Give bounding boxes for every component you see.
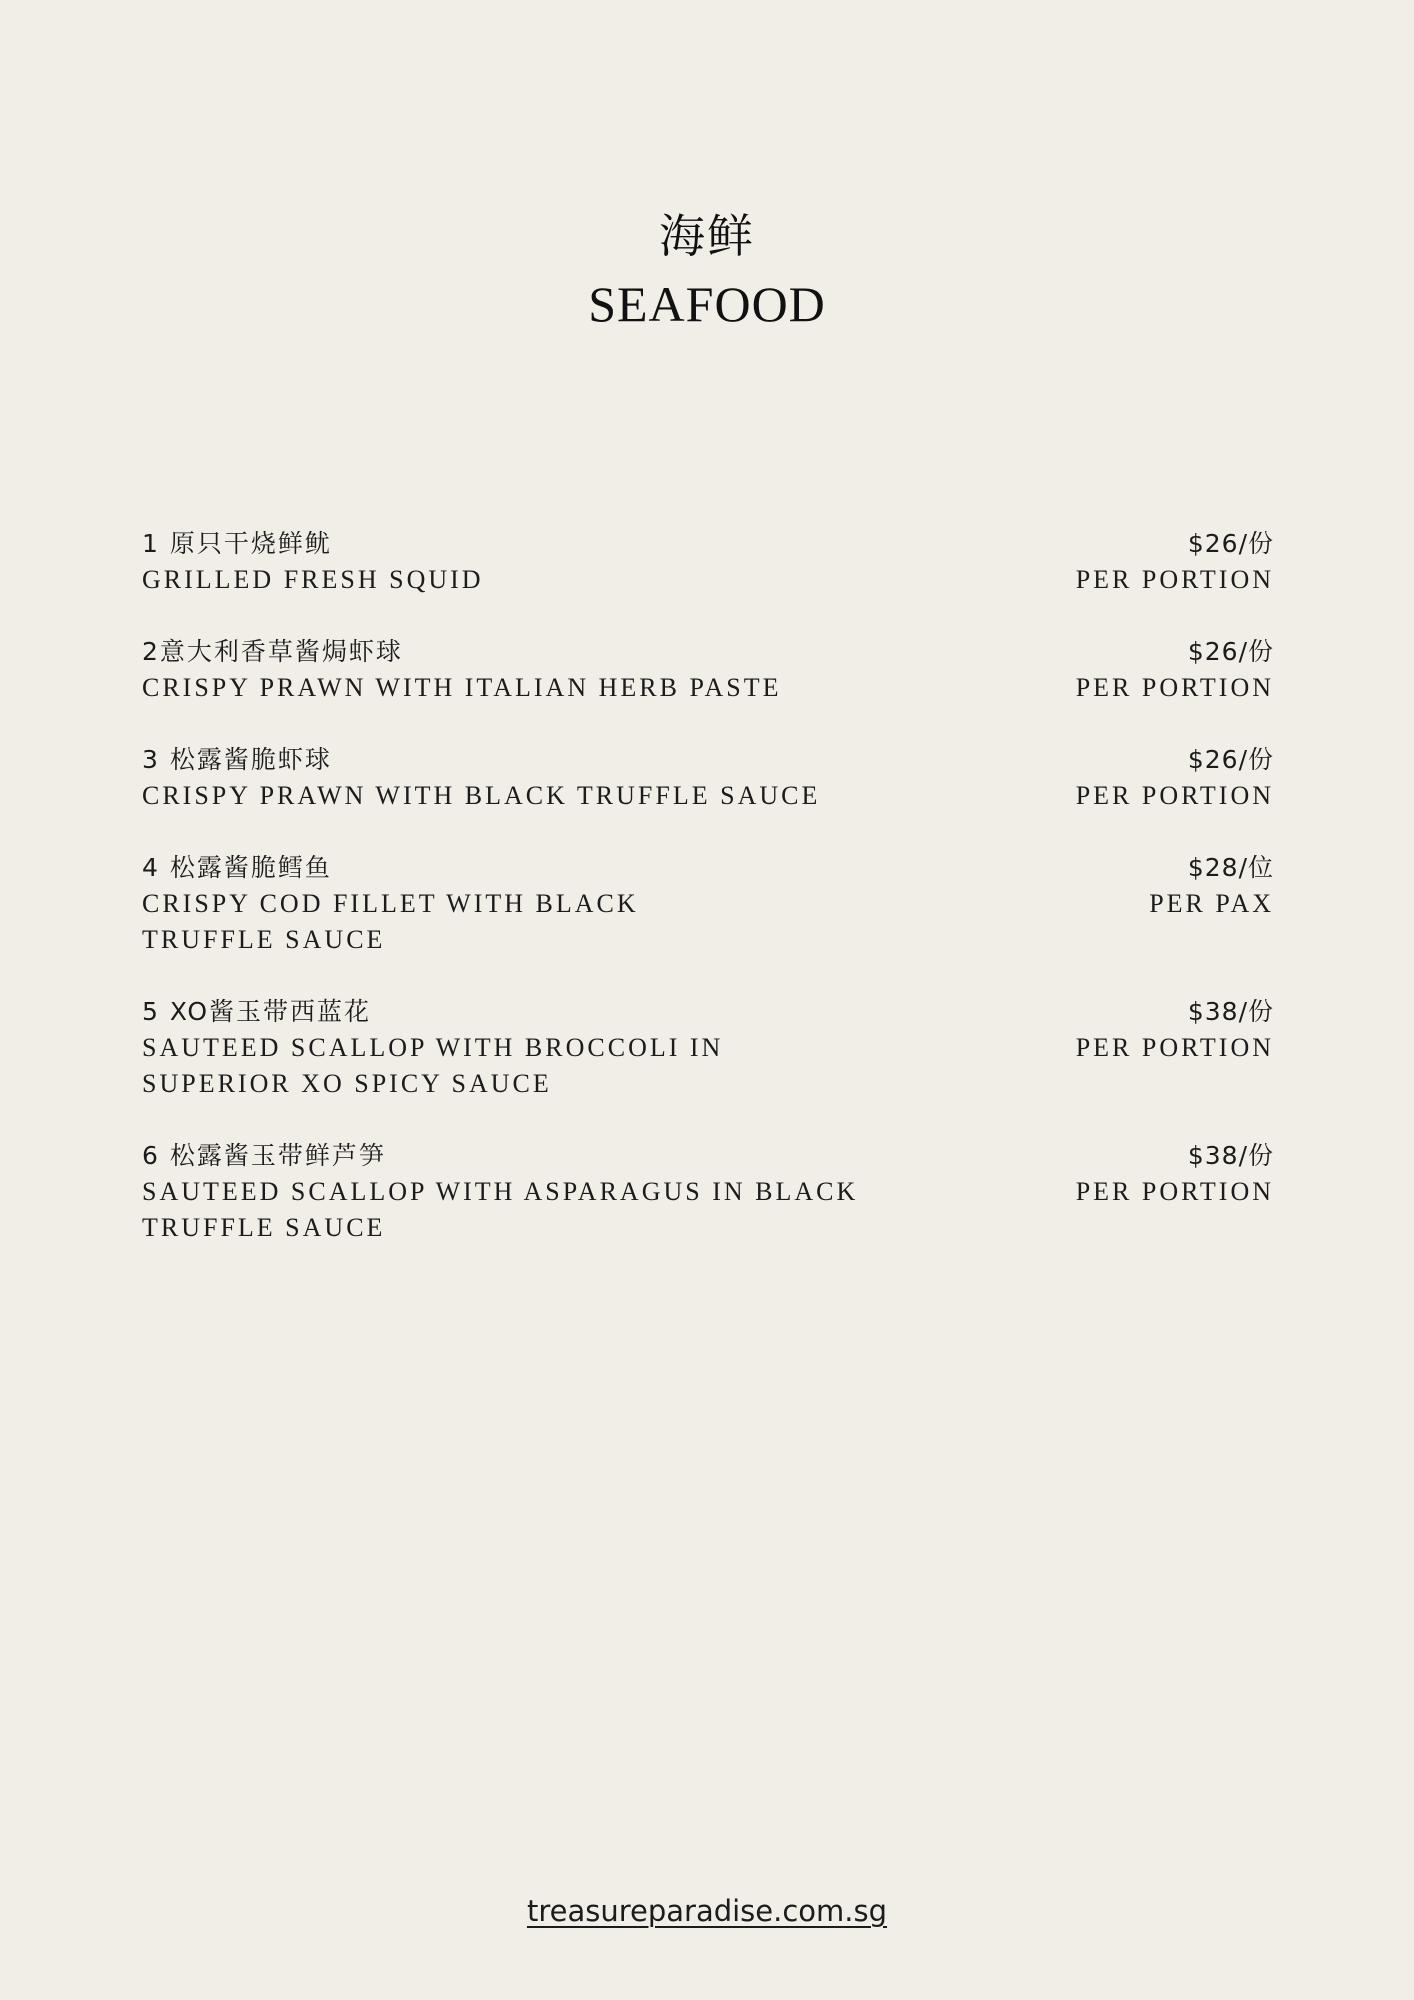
- menu-item-unit: PER PORTION: [1075, 1177, 1274, 1206]
- menu-item-name-chinese: 3 松露酱脆虾球: [142, 745, 332, 774]
- section-header: [0, 208, 1414, 334]
- menu-list: [142, 526, 1274, 1282]
- menu-item-name-english: CRISPY PRAWN WITH ITALIAN HERB PASTE: [142, 673, 782, 702]
- menu-item-pricing: [1076, 526, 1274, 598]
- menu-item-unit: PER PORTION: [1075, 565, 1274, 594]
- section-title-english: SEAFOOD: [588, 276, 826, 332]
- menu-item-names: [142, 634, 902, 706]
- menu-item-unit: PER PAX: [1149, 889, 1274, 918]
- menu-item: [142, 634, 1274, 706]
- menu-item-name-chinese: 1 原只干烧鲜鱿: [142, 529, 332, 558]
- menu-item: [142, 742, 1274, 814]
- menu-item: [142, 1138, 1274, 1246]
- menu-item: [142, 526, 1274, 598]
- menu-item-name-chinese: 6 松露酱玉带鲜芦笋: [142, 1141, 386, 1170]
- menu-item-name-english: SAUTEED SCALLOP WITH ASPARAGUS IN BLACK TRUFFLE SAUCE: [142, 1177, 859, 1242]
- menu-item-price: $26/份: [1187, 529, 1274, 558]
- menu-item-price: $28/位: [1187, 853, 1274, 882]
- menu-item-pricing: [1076, 634, 1274, 706]
- menu-item-pricing: [1149, 850, 1274, 922]
- menu-item-names: [142, 1138, 892, 1246]
- menu-item-name-english: CRISPY PRAWN WITH BLACK TRUFFLE SAUCE: [142, 781, 821, 810]
- menu-item-name-english: SAUTEED SCALLOP WITH BROCCOLI IN SUPERIOR XO SPICY SAUCE: [142, 1033, 724, 1098]
- menu-item-unit: PER PORTION: [1075, 781, 1274, 810]
- menu-item-pricing: [1076, 742, 1274, 814]
- menu-item-name-chinese: 2意大利香草酱焗虾球: [142, 637, 403, 666]
- menu-item-price: $26/份: [1187, 745, 1274, 774]
- footer: [0, 1894, 1414, 1928]
- menu-item-unit: PER PORTION: [1075, 1033, 1274, 1062]
- menu-item-names: [142, 850, 682, 958]
- menu-item-unit: PER PORTION: [1075, 673, 1274, 702]
- menu-item: [142, 994, 1274, 1102]
- menu-item-names: [142, 742, 902, 814]
- menu-item-pricing: [1076, 1138, 1274, 1210]
- menu-item-price: $38/份: [1187, 997, 1274, 1026]
- website-link[interactable]: treasureparadise.com.sg: [526, 1894, 888, 1928]
- section-title-chinese: 海鲜: [659, 209, 755, 263]
- menu-item-name-english: CRISPY COD FILLET WITH BLACK TRUFFLE SAUCE: [142, 889, 639, 954]
- menu-item: [142, 850, 1274, 958]
- menu-item-pricing: [1076, 994, 1274, 1066]
- menu-item-name-chinese: 4 松露酱脆鳕鱼: [142, 853, 332, 882]
- menu-item-name-english: GRILLED FRESH SQUID: [142, 565, 484, 594]
- menu-item-price: $26/份: [1187, 637, 1274, 666]
- menu-item-names: [142, 526, 902, 598]
- menu-item-price: $38/份: [1187, 1141, 1274, 1170]
- menu-item-name-chinese: 5 XO酱玉带西蓝花: [142, 997, 372, 1026]
- menu-item-names: [142, 994, 782, 1102]
